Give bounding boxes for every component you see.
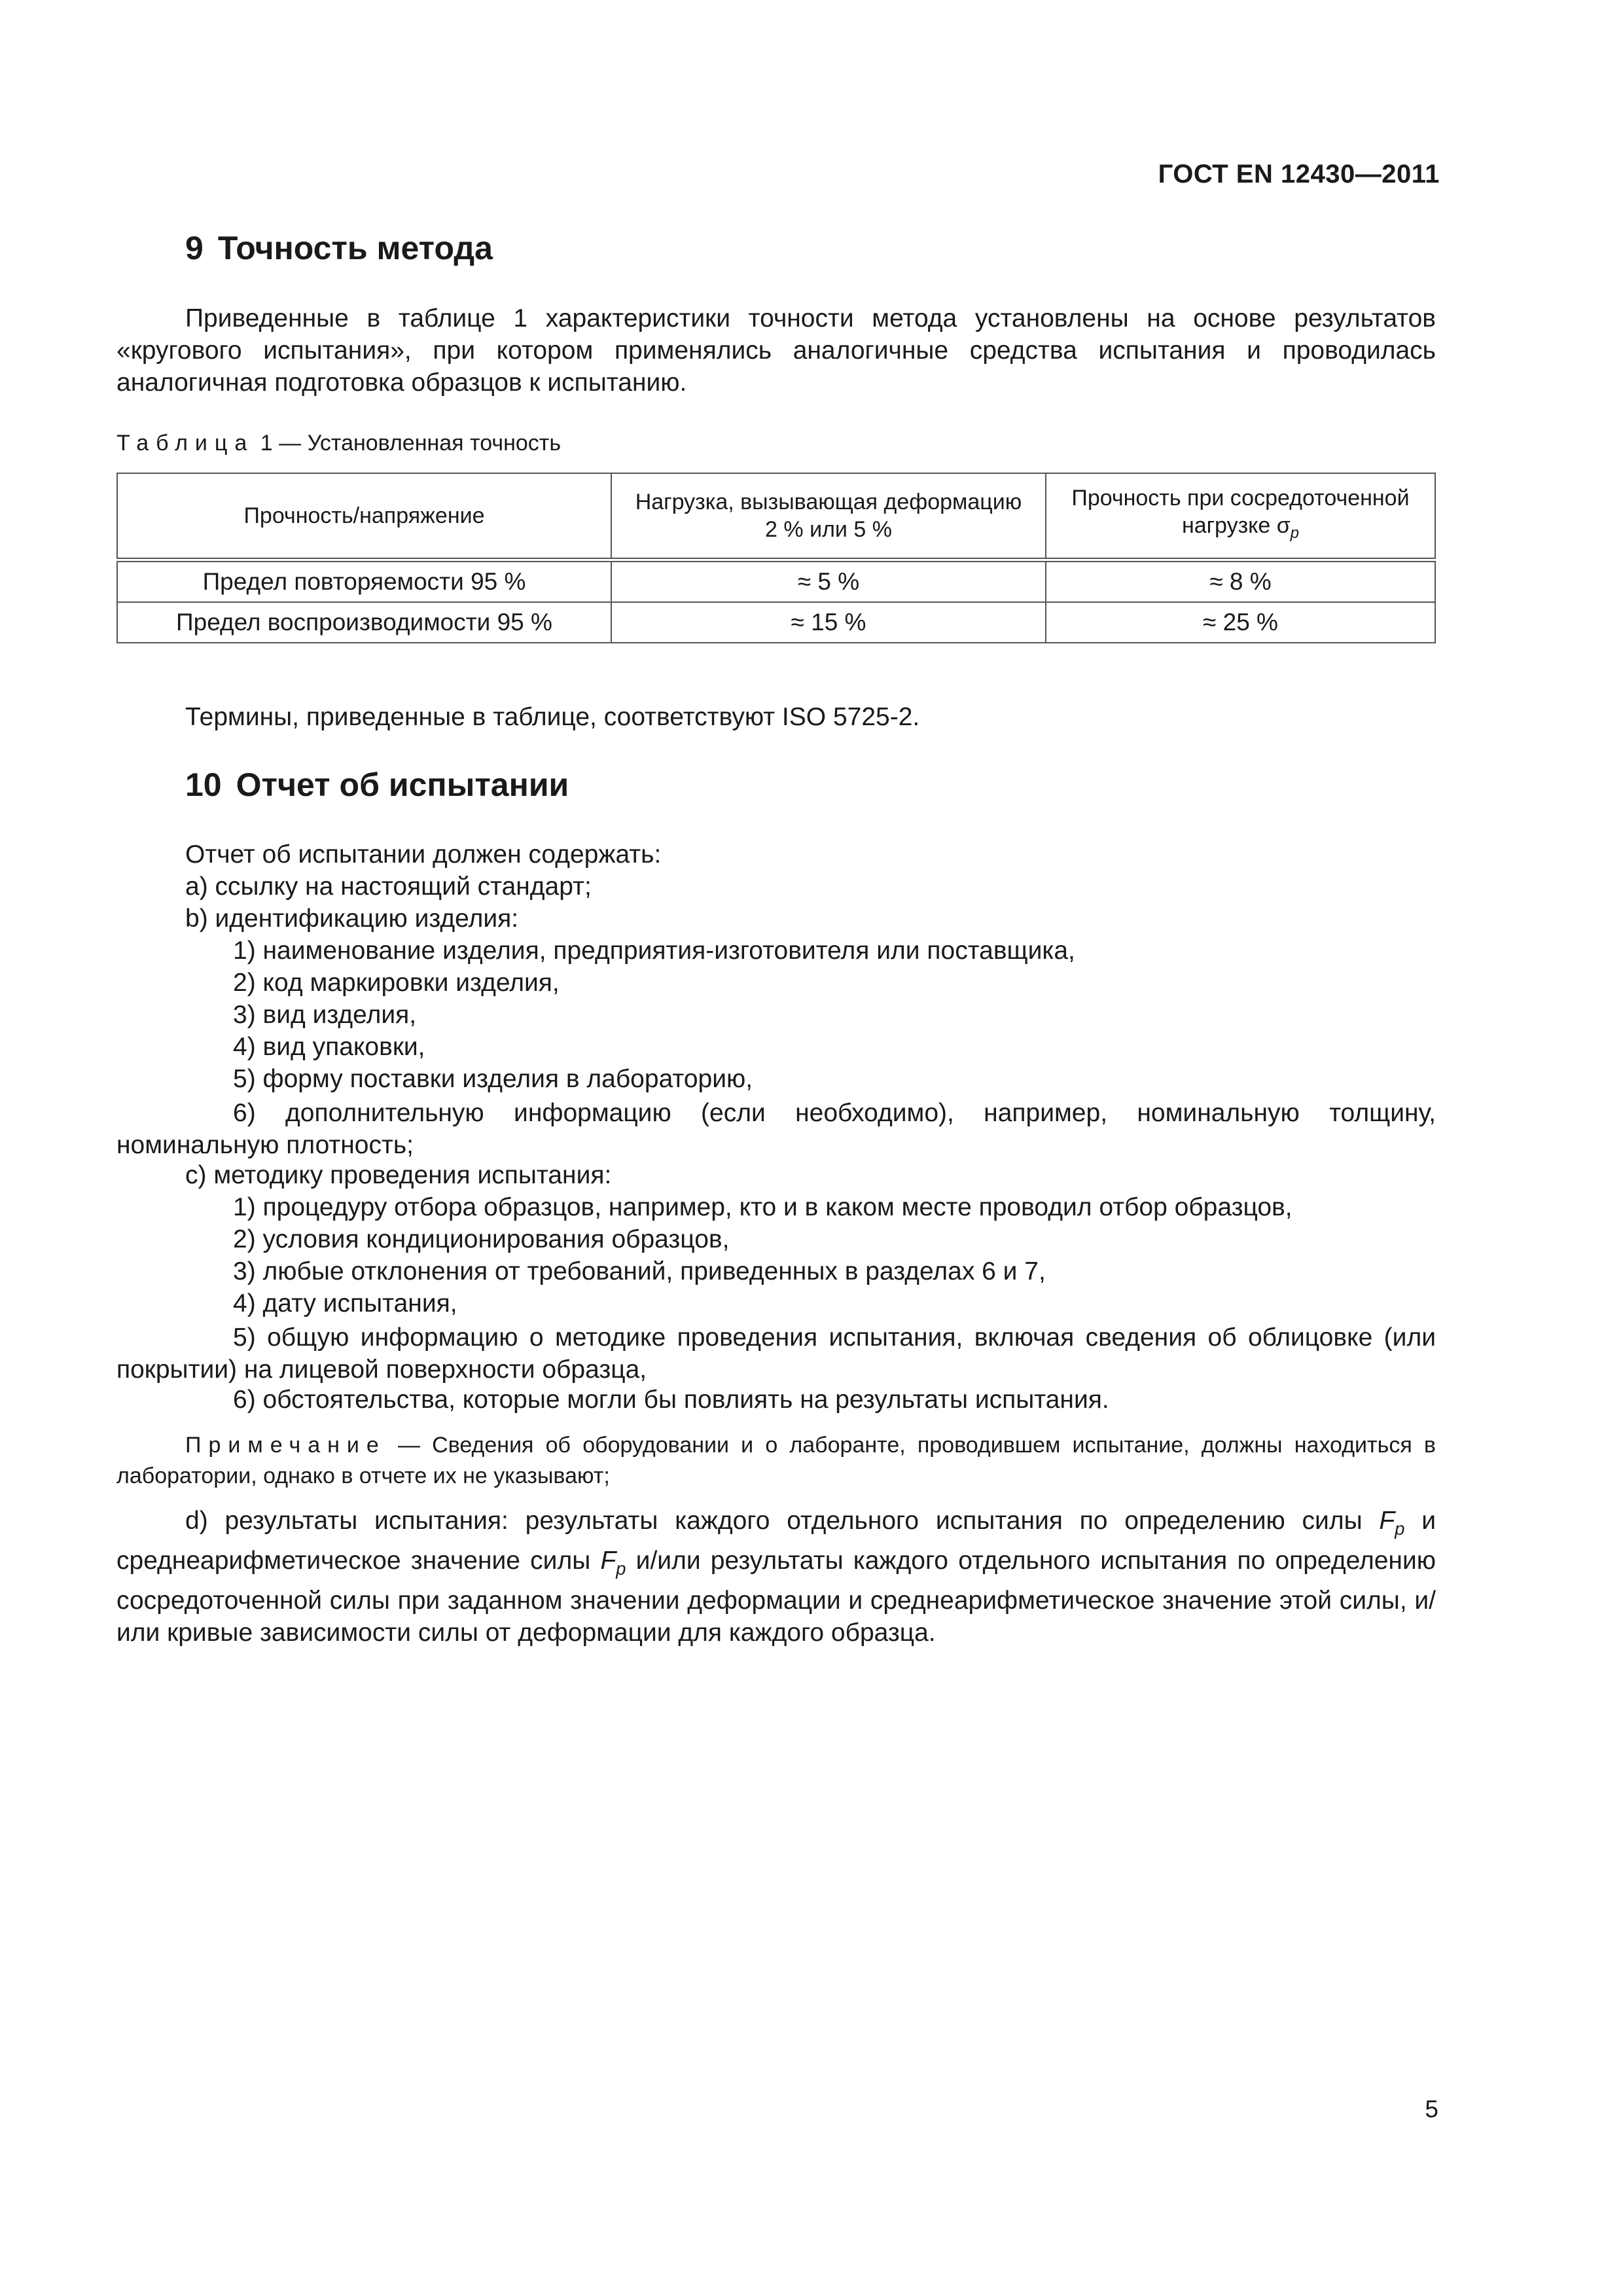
report-intro: Отчет об испытании должен содержать: xyxy=(185,840,662,869)
d-text-part1: d) результаты испытания: результаты каждого отдельного испытания по определению силы xyxy=(185,1507,1380,1535)
header-strength-stress: Прочность/напряжение xyxy=(117,473,611,560)
list-item: 4) вид упаковки, xyxy=(233,1033,425,1061)
force-variable: F xyxy=(600,1546,616,1575)
list-item: 2) код маркировки изделия, xyxy=(233,969,560,997)
page-number: 5 xyxy=(1425,2096,1438,2123)
header-load-deformation xyxy=(611,473,1046,560)
table-caption-text: 1 — Установленная точность xyxy=(260,431,562,456)
list-item: 4) дату испытания, xyxy=(233,1289,457,1318)
list-item-b: b) идентификацию изделия: xyxy=(185,905,519,933)
force-subscript: p xyxy=(616,1558,626,1579)
table-header-row xyxy=(117,473,1435,560)
section-10-heading xyxy=(185,766,569,804)
section-9-paragraph: Приведенные в таблице 1 характеристики точности метода установлены на основе результатов «кругового испытания», при котором применялись аналогичные средства испытания и проводилась аналогичная подготовка образцов к испытанию. xyxy=(116,304,1436,397)
d-text-part2: и среднеарифметическое значение силы xyxy=(116,1507,1436,1575)
row-label: Предел повторяемости 95 % xyxy=(117,560,611,603)
section-10-number: 10 xyxy=(185,766,222,803)
row-strength-value: ≈ 8 % xyxy=(1046,560,1435,603)
header-load-line2: 2 % или 5 % xyxy=(765,517,892,542)
header-strength-line2: нагрузке σ xyxy=(1181,513,1291,539)
note-text: — Сведения об оборудовании и о лаборанте, проводившем испытание, должны находиться в лаборатории, однако в отчете их не указывают; xyxy=(116,1433,1436,1488)
section-10-title: Отчет об испытании xyxy=(236,766,569,803)
row-load-value: ≈ 15 % xyxy=(611,602,1046,643)
table-row xyxy=(117,560,1435,603)
section-9-heading xyxy=(185,229,493,267)
list-item: 3) любые отклонения от требований, приведенных в разделах 6 и 7, xyxy=(233,1257,1046,1285)
header-point-load-strength xyxy=(1046,473,1435,560)
header-strength-line1: Прочность при сосредоточенной xyxy=(1071,486,1410,511)
list-item: 3) вид изделия, xyxy=(233,1001,417,1029)
list-item-c6: 6) обстоятельства, которые могли бы повлиять на результаты испытания. xyxy=(233,1386,1109,1414)
list-item-b6: 6) дополнительную информацию (если необходимо), например, номинальную толщину, номинальную плотность; xyxy=(116,1099,1436,1159)
row-strength-value: ≈ 25 % xyxy=(1046,602,1435,643)
list-item: 1) наименование изделия, предприятия-изготовителя или поставщика, xyxy=(233,937,1075,965)
report-note xyxy=(116,1430,1436,1492)
list-item-d xyxy=(116,1505,1436,1649)
force-subscript: p xyxy=(1395,1518,1405,1539)
accuracy-table xyxy=(116,473,1436,643)
row-label: Предел воспроизводимости 95 % xyxy=(117,602,611,643)
header-strength-subscript: p xyxy=(1290,524,1300,542)
table-row xyxy=(117,602,1435,643)
list-item: 5) форму поставки изделия в лабораторию, xyxy=(233,1065,753,1093)
table-caption-label: Таблица xyxy=(116,431,255,456)
list-item: 1) процедуру отбора образцов, например, кто и в каком месте проводил отбор образцов, xyxy=(233,1193,1293,1221)
list-item-a: а) ссылку на настоящий стандарт; xyxy=(185,872,592,901)
note-label: Примечание xyxy=(185,1433,386,1458)
section-9-title: Точность метода xyxy=(217,230,493,266)
table-caption xyxy=(116,431,561,456)
force-variable: F xyxy=(1379,1507,1395,1535)
terms-note: Термины, приведенные в таблице, соответствуют ISO 5725-2. xyxy=(185,703,920,731)
d-text-part3: и/или результаты каждого отдельного испытания по определению сосредоточенной силы при заданном значении деформации и среднеарифметическое значение этой силы, и/или кривые зависимости силы от деформации для каждого образца. xyxy=(116,1546,1436,1647)
list-item-c: c) методику проведения испытания: xyxy=(185,1161,612,1189)
list-item: 2) условия кондиционирования образцов, xyxy=(233,1225,730,1253)
document-header-id: ГОСТ EN 12430—2011 xyxy=(1158,160,1440,188)
header-load-line1: Нагрузка, вызывающая деформацию xyxy=(635,490,1022,514)
list-item-c5: 5) общую информацию о методике проведения испытания, включая сведения об облицовке (или покрытии) на лицевой поверхности образца, xyxy=(116,1323,1436,1384)
row-load-value: ≈ 5 % xyxy=(611,560,1046,603)
section-9-number: 9 xyxy=(185,230,204,266)
